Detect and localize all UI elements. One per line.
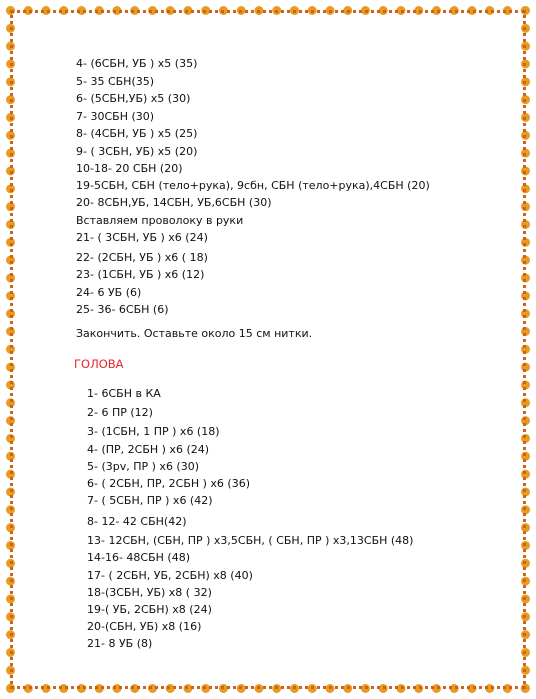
pattern-line: 7- 30СБН (30) [76,110,155,123]
pattern-line: 18-(3СБН, УБ) х8 ( 32) [87,586,212,599]
pattern-line: 14-16- 48СБН (48) [87,551,191,564]
pattern-line: 25- 36- 6СБН (6) [76,303,169,316]
pattern-line: 19-( УБ, 2СБН) х8 (24) [87,603,212,616]
pattern-line: 17- ( 2СБН, УБ, 2СБН) х8 (40) [87,569,253,582]
pattern-line: 4- (ПР, 2СБН ) х6 (24) [87,443,210,456]
pattern-line: 10-18- 20 СБН (20) [76,162,183,175]
pattern-line: 1- 6СБН в КА [87,387,161,400]
pattern-line: 22- (2СБН, УБ ) х6 ( 18) [76,251,208,264]
pattern-line: 4- (6СБН, УБ ) х5 (35) [76,57,198,70]
pattern-line: 21- ( 3СБН, УБ ) х6 (24) [76,231,208,244]
pattern-line: 19-5СБН, СБН (тело+рука), 9сбн, СБН (тело+рука),4СБН (20) [76,179,430,192]
section-title: ГОЛОВА [74,357,124,371]
pattern-line: 24- 6 УБ (6) [76,286,142,299]
pattern-line: 3- (1СБН, 1 ПР ) х6 (18) [87,425,220,438]
pattern-line: 13- 12СБН, (СБН, ПР ) х3,5СБН, ( СБН, ПР ) х3,13СБН (48) [87,534,414,547]
pattern-note: Закончить. Оставьте около 15 см нитки. [76,327,313,340]
pattern-line: 8- (4СБН, УБ ) х5 (25) [76,127,198,140]
pattern-line: 7- ( 5СБН, ПР ) х6 (42) [87,494,213,507]
pattern-line: 6- (5СБН,УБ) х5 (30) [76,92,191,105]
pattern-line: 9- ( 3СБН, УБ) х5 (20) [76,145,198,158]
pattern-line: 6- ( 2СБН, ПР, 2СБН ) х6 (36) [87,477,251,490]
pattern-line: 2- 6 ПР (12) [87,406,153,419]
pattern-line: 20-(СБН, УБ) х8 (16) [87,620,202,633]
pattern-line: 5- 35 СБН(35) [76,75,155,88]
pattern-note: Вставляем проволоку в руки [76,214,244,227]
pattern-line: 5- (3рv, ПР ) х6 (30) [87,460,200,473]
pattern-line: 21- 8 УБ (8) [87,637,153,650]
pattern-line: 20- 8СБН,УБ, 14СБН, УБ,6СБН (30) [76,196,272,209]
pattern-line: 8- 12- 42 СБН(42) [87,515,187,528]
pattern-line: 23- (1СБН, УБ ) х6 (12) [76,268,205,281]
